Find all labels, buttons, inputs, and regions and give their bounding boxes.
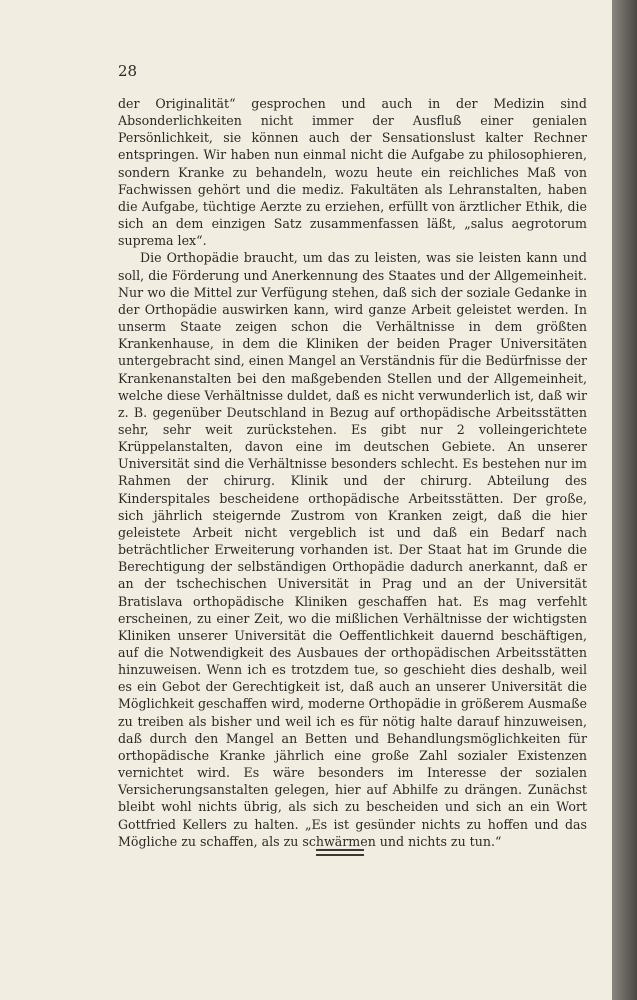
paragraph-2: Die Orthopädie braucht, um das zu leisten, was sie leisten kann und soll, die Förderung und Anerkennung des Staates und der Allgemeinheit. Nur wo die Mittel zur Verfügung stehen, daß sich der soziale Gedanke in der Orthopädie auswirken kann, wird ganze Arbeit geleistet werden. In unserm Staate zeigen schon die Verhältnisse in dem größten Krankenhause, in dem die Kliniken der beiden Prager Universitäten untergebracht sind, einen Mangel an Verständnis für die Bedürfnisse der Krankenanstalten bei den maßgebenden Stellen und der Allgemeinheit, welche diese Verhältnisse duldet, daß es nicht verwunderlich ist, daß wir z. B. gegenüber Deutschland in Bezug auf orthopädische Arbeitsstätten sehr, sehr weit zurückstehen. Es gibt nur 2 volleingerichtete Krüppelanstalten, davon eine im deutschen Gebiete. An unserer Universität sind die Verhältnisse besonders schlecht. Es bestehen nur im Rahmen der chirurg. Klinik und der chirurg. Abteilung des Kinderspitales bescheidene orthopädische Arbeitsstätten. Der große, sich jährlich steigernde Zustrom von Kranken zeigt, daß die hier geleistete Arbeit nicht vergeblich ist und daß ein Bedarf nach beträchtlicher Erweiterung vorhanden ist. Der Staat hat im Grunde die Berechtigung der selbständigen Orthopädie dadurch anerkannt, daß er an der tschechischen Universität in Prag und an der Universität Bratislava orthopädische Kliniken geschaffen hat. Es mag verfehlt erscheinen, zu einer Zeit, wo die mißlichen Verhältnisse der wichtigsten Kliniken unserer Universität die Oeffentlichkeit dauernd beschäftigen, auf die Notwendigkeit des Ausbaues der orthopädischen Arbeitsstätten hinzuweisen. Wenn ich es trotzdem tue, so geschieht dies deshalb, weil es ein Gebot der Gerechtigkeit ist, daß auch an unserer Universität die Möglichkeit geschaffen wird, moderne Orthopädie in größerem Ausmaße zu treiben als bisher und weil ich es für nötig halte darauf hinzuweisen, daß durch den Mangel an Betten und Behandlungsmöglichkeiten für orthopädische Kranke jährlich eine große Zahl sozialer Existenzen vernichtet wird. Es wäre besonders im Interesse der sozialen Versicherungsanstalten gelegen, hier auf Abhilfe zu drängen. Zunächst bleibt wohl nichts übrig, als sich zu bescheiden und sich an ein Wort Gottfried Kellers zu halten. „Es ist gesünder nichts zu hoffen und das Mögliche zu schaffen, als zu schwärmen und nichts zu tun.“: [118, 250, 587, 849]
divider-line-bottom: [316, 854, 364, 856]
page-body: [118, 95, 587, 850]
paragraph-1: der Originalität“ gesprochen und auch in der Medizin sind Absonderlichkeiten nicht immer der Ausfluß einer genialen Persönlichkeit, sie können auch der Sensationslust kalter Rechner entspringen. Wir haben nun einmal nicht die Aufgabe zu philosophieren, sondern Kranke zu behandeln, wozu heute ein reichliches Maß von Fachwissen gehört und die mediz. Fakultäten als Lehranstalten, haben die Aufgabe, tüchtige Aerzte zu erziehen, erfüllt von ärztlicher Ethik, die sich an dem einzigen Satz zusammenfassen läßt, „salus aegrotorum suprema lex“.: [118, 96, 587, 249]
section-divider: [316, 849, 364, 859]
divider-line-top: [316, 849, 364, 851]
page-number: 28: [118, 62, 138, 80]
book-edge: [612, 0, 637, 1000]
